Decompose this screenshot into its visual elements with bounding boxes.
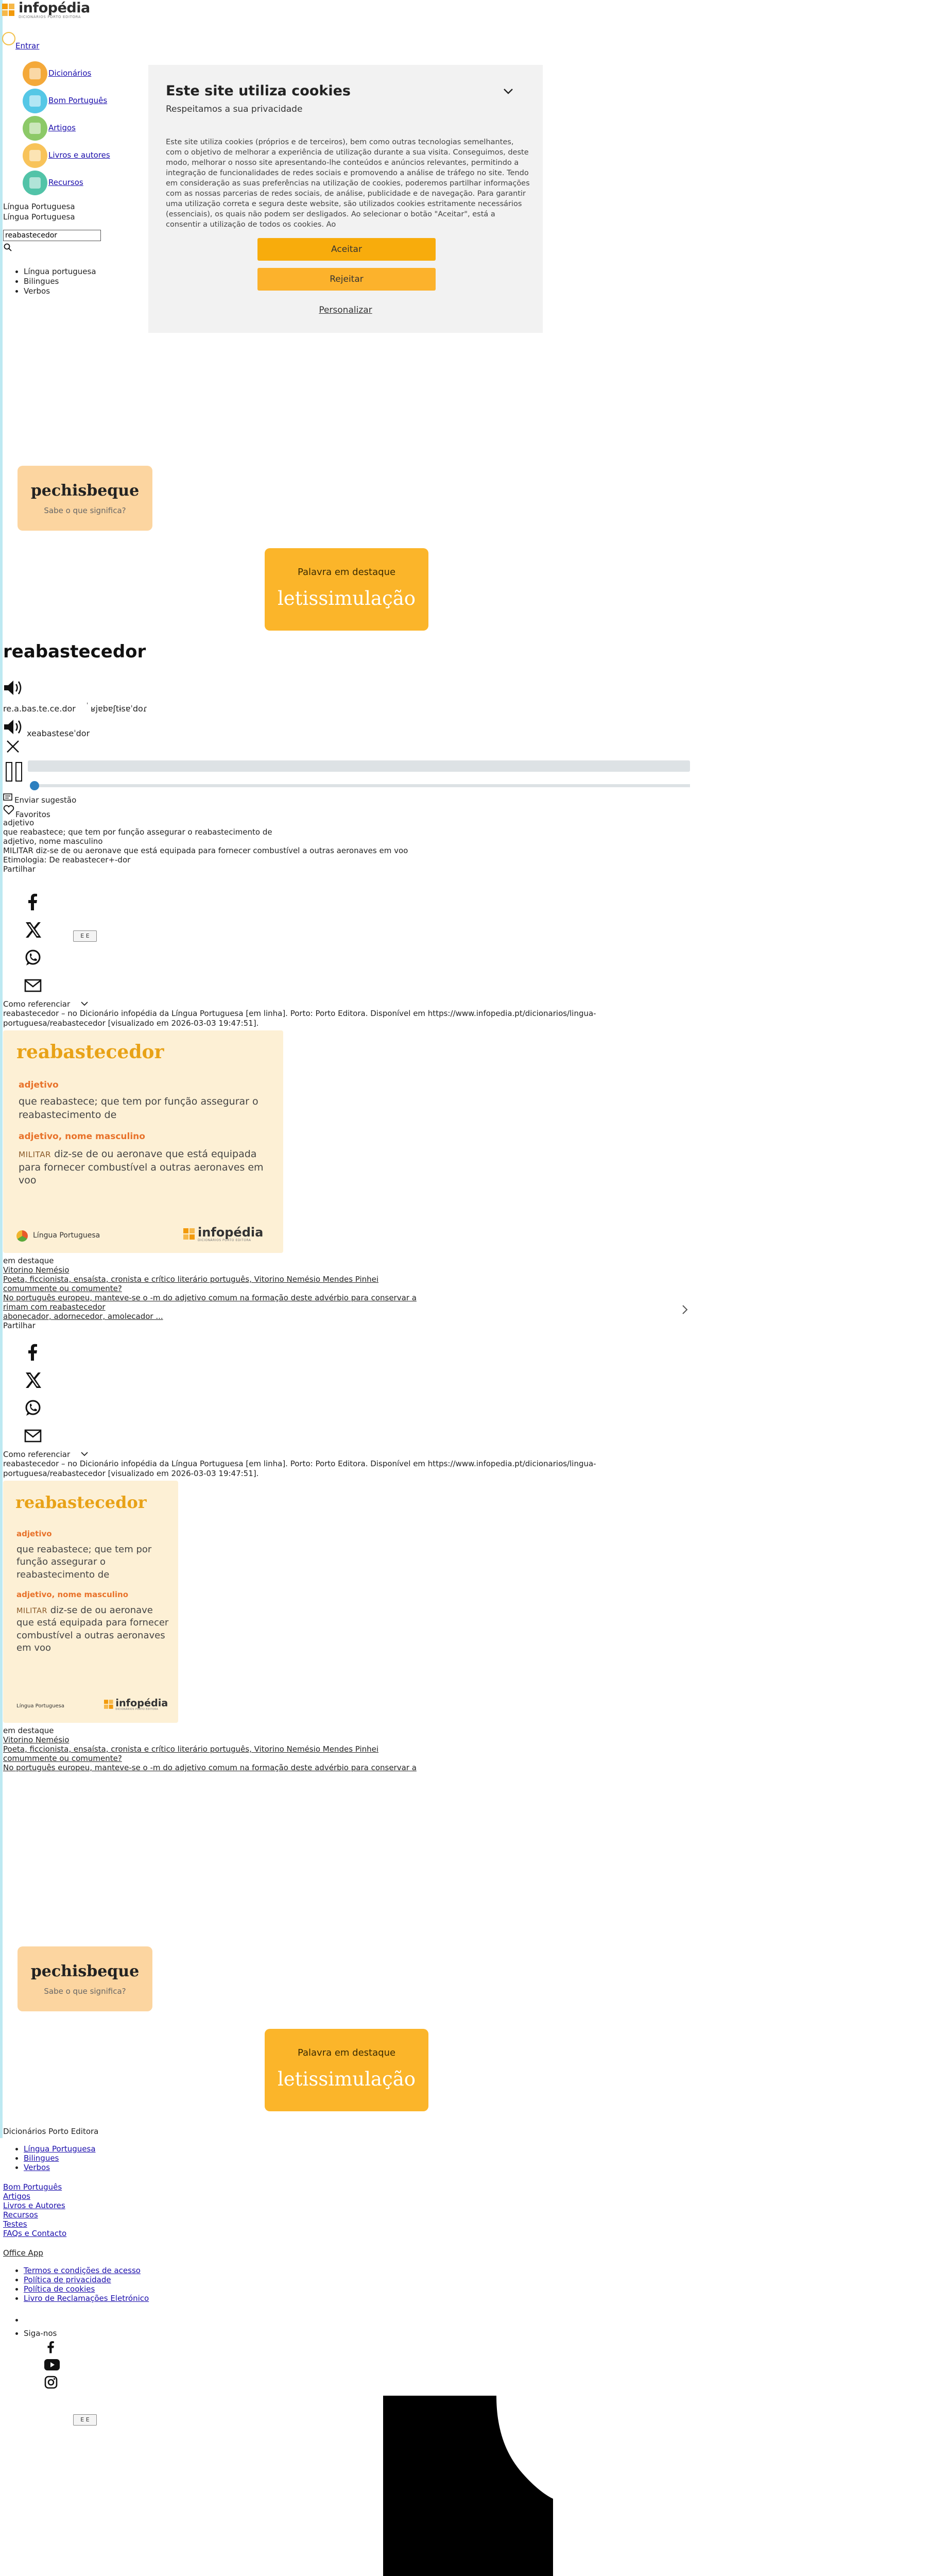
nav-link[interactable]: Recursos xyxy=(48,178,83,188)
office-app-link[interactable]: Office App xyxy=(3,2248,43,2258)
tiktok-icon[interactable] xyxy=(2,2396,553,2576)
nav-item-recursos[interactable] xyxy=(23,169,110,196)
highlight-link[interactable]: rimam com reabastecedor xyxy=(3,1302,106,1312)
definition-2: MILITAR diz-se de ou aeronave que está equipada para fornecer combustível a outras aeronaves em voo xyxy=(3,846,408,855)
highlight-link[interactable]: No português europeu, manteve-se o -m do adjetivo comum na formação deste advérbio para conservar a xyxy=(3,1763,417,1772)
facebook-icon[interactable] xyxy=(44,2341,58,2354)
resources-icon xyxy=(23,171,47,195)
featured-word-card[interactable] xyxy=(265,548,428,631)
chat-icon xyxy=(23,89,47,113)
footer-links xyxy=(3,2182,66,2238)
part-of-speech-2: adjetivo, nome masculino xyxy=(3,837,103,846)
logo-mark-icon xyxy=(104,1700,114,1709)
definition-share-card xyxy=(3,1481,178,1723)
share-label: Partilhar xyxy=(3,1321,36,1330)
ee-button[interactable]: E E xyxy=(73,2414,97,2426)
whatsapp-icon[interactable] xyxy=(24,948,42,967)
x-twitter-icon[interactable] xyxy=(24,921,42,939)
card-definition-1: que reabastece; que tem por função assegurar o reabastecimento de xyxy=(16,1544,152,1580)
nav-item-livros[interactable] xyxy=(23,142,110,169)
card-definition-2: diz-se de ou aeronave que está equipada para fornecer combustível a outras aeronaves em voo xyxy=(16,1605,169,1653)
search-category[interactable]: • Bilingues xyxy=(24,277,96,286)
footer-dictionary-link[interactable]: Bilingues xyxy=(24,2154,59,2163)
share-list xyxy=(3,1338,42,1450)
pronunciation-pt: ʁjɐbɐʃtɨsɐˈdoɾ xyxy=(91,704,148,714)
word-quiz-card[interactable] xyxy=(18,1946,152,2011)
legal-link[interactable]: Política de cookies xyxy=(24,2284,95,2294)
share-facebook[interactable] xyxy=(24,1338,42,1366)
footer-dictionary-link[interactable]: Língua Portuguesa xyxy=(24,2144,96,2154)
footer-link[interactable]: Testes xyxy=(3,2219,27,2229)
nav-link[interactable]: Artigos xyxy=(48,123,76,133)
card-headword: reabastecedor xyxy=(16,1041,164,1063)
chevron-right-icon[interactable] xyxy=(681,1303,689,1316)
logo-subtitle: DICIONÁRIOS PORTO EDITORA xyxy=(19,15,81,19)
quiz-question: Sabe o que significa? xyxy=(44,505,126,515)
cite-toggle[interactable]: Como referenciar xyxy=(3,999,71,1009)
footer-link[interactable]: FAQs e Contacto xyxy=(3,2229,67,2238)
logo-mark-icon xyxy=(2,4,15,17)
citation-text: reabastecedor – no Dicionário infopédia da Língua Portuguesa [em linha]. Porto: Porto Editora. Disponível em https://www.infopedia.pt/dicionarios/lingua-portuguesa/reabastecedor [visualizado em 2026-03-03 19:47:51]. xyxy=(3,1009,596,1028)
language-badge-icon xyxy=(16,1230,28,1242)
login-area xyxy=(2,32,16,45)
nav-item-dicionarios[interactable] xyxy=(23,60,110,87)
nav-item-bom-portugues[interactable] xyxy=(23,87,110,114)
facebook-icon[interactable] xyxy=(24,1343,42,1362)
highlight-link[interactable]: comummente ou comumente? xyxy=(3,1754,122,1763)
card-definition-2: diz-se de ou aeronave que está equipada para fornecer combustível a outras aeronaves em voo xyxy=(19,1148,264,1187)
search-input[interactable] xyxy=(3,230,101,241)
facebook-icon[interactable] xyxy=(24,893,42,911)
email-icon[interactable] xyxy=(24,976,42,995)
pronunciation-br: xeabasteseˈdor xyxy=(27,728,90,738)
card-footer-language: Língua Portuguesa xyxy=(16,1230,100,1242)
suggestion-icon[interactable] xyxy=(3,793,12,801)
card-pos-2: adjetivo, nome masculino xyxy=(16,1590,129,1599)
legal-link[interactable]: Livro de Reclamações Eletrónico xyxy=(24,2294,149,2303)
entry-headword: reabastecedor xyxy=(3,641,146,662)
article-icon xyxy=(23,116,47,141)
highlight-link[interactable]: Vitorino Nemésio xyxy=(3,1735,70,1744)
featured-label: Palavra em destaque xyxy=(297,2047,396,2058)
footer-link[interactable]: Livros e Autores xyxy=(3,2201,65,2210)
chevron-down-icon[interactable] xyxy=(503,86,514,97)
main-nav xyxy=(2,60,110,196)
youtube-icon[interactable] xyxy=(44,2359,60,2370)
share-whatsapp[interactable] xyxy=(24,1394,42,1422)
language-label: Língua Portuguesa xyxy=(3,202,75,211)
language-select[interactable]: Língua Portuguesa xyxy=(3,212,75,222)
quiz-word: pechisbeque xyxy=(30,1962,140,1980)
featured-word-card[interactable] xyxy=(265,2029,428,2111)
highlight-link[interactable]: No português europeu, manteve-se o -m do adjetivo comum na formação deste advérbio para conservar a xyxy=(3,1293,417,1302)
share-whatsapp[interactable] xyxy=(24,944,42,972)
card-definition-1: que reabastece; que tem por função assegurar o reabastecimento de xyxy=(19,1096,258,1121)
email-icon[interactable] xyxy=(24,1427,42,1445)
search-icon[interactable] xyxy=(4,243,12,251)
footer-link[interactable]: Recursos xyxy=(3,2210,38,2219)
nav-item-artigos[interactable] xyxy=(23,114,110,142)
definition-1: que reabastece; que tem por função assegurar o reabastecimento de xyxy=(3,827,272,837)
cookie-subtitle: Respeitamos a sua privacidade xyxy=(166,104,303,114)
stress-mark: ˈ xyxy=(87,702,89,709)
share-x[interactable] xyxy=(24,916,42,944)
nav-link[interactable]: Bom Português xyxy=(48,96,108,106)
definition-share-card xyxy=(3,1030,283,1253)
left-decorative-strip xyxy=(0,0,3,2138)
highlight-link[interactable]: Poeta, ficcionista, ensaísta, cronista e crítico literário português, Vitorino Nemésio Mendes Pinhei xyxy=(3,1275,379,1284)
card-pos: adjetivo xyxy=(16,1529,52,1538)
logo-name: infopédia xyxy=(19,0,90,16)
books-icon xyxy=(23,143,47,168)
instagram-icon[interactable] xyxy=(44,2376,58,2389)
footer-social-list xyxy=(3,2315,60,2391)
accept-cookies-button[interactable]: Aceitar xyxy=(257,238,436,261)
legal-link[interactable]: Termos e condições de acesso xyxy=(24,2266,141,2275)
highlight-link[interactable]: comummente ou comumente? xyxy=(3,1284,122,1293)
word-quiz-card[interactable] xyxy=(18,466,152,531)
chevron-down-icon[interactable] xyxy=(80,1451,89,1457)
share-email[interactable] xyxy=(24,972,42,999)
ee-button[interactable]: E E xyxy=(73,930,97,942)
logo-mark-icon xyxy=(183,1228,196,1241)
card-pos: adjetivo xyxy=(19,1080,59,1090)
heart-icon[interactable] xyxy=(3,805,14,815)
chevron-down-icon[interactable] xyxy=(80,1001,89,1007)
book-icon xyxy=(23,61,47,86)
cookie-text: Este site utiliza cookies (próprios e de terceiros), bem como outras tecnologias semelhantes, com o objetivo de melhorar a experiência de utilização durante a sua visita. Conseguimos, deste modo, melhorar o nosso site apresentando-lhe conteúdos e anúncios relevantes, permitindo a integração de funcionalidades de redes sociais e promovendo a análise de tráfego no site. Tendo em consideração as suas preferências na utilização de cookies, poderemos partilhar informações com as nossas parcerias de redes sociais, de análise, publicidade e de navegação. Para garantir uma utilização correta e segura deste website, são utilizados cookies estritamente necessários (essenciais), os quais não podem ser desligados. Ao selecionar o botão "Aceitar", está a consentir a utilização de todos os cookies. Ao xyxy=(166,138,530,229)
favorites-link[interactable]: Favoritos xyxy=(15,810,50,819)
login-link[interactable]: Entrar xyxy=(15,41,40,50)
card-pos-2: adjetivo, nome masculino xyxy=(19,1131,145,1142)
audio-br-icon[interactable] xyxy=(3,718,24,736)
featured-word: letissimulação xyxy=(277,587,416,609)
send-suggestion-link[interactable]: Enviar sugestão xyxy=(14,795,77,805)
quiz-question: Sabe o que significa? xyxy=(44,1986,126,1996)
syllabification: re.a.bas.te.ce.dor xyxy=(3,704,76,714)
search-category[interactable]: • Língua portuguesa xyxy=(24,267,96,277)
footer-dictionaries-list xyxy=(3,2144,96,2172)
audio-pt-icon[interactable] xyxy=(3,679,24,697)
highlight-link[interactable]: Vitorino Nemésio xyxy=(3,1265,70,1275)
pause-icon[interactable] xyxy=(5,761,23,782)
search-category[interactable]: • Verbos xyxy=(24,286,96,296)
etymology: Etimologia: De reabastecer+-dor xyxy=(3,855,131,865)
reject-cookies-button[interactable]: Rejeitar xyxy=(257,268,436,291)
footer-link[interactable]: Artigos xyxy=(3,2192,30,2201)
part-of-speech: adjetivo xyxy=(3,818,35,827)
search-categories xyxy=(3,267,96,296)
social-icons xyxy=(24,2338,60,2391)
highlights-label: em destaque xyxy=(3,1726,54,1735)
share-email[interactable] xyxy=(24,1422,42,1450)
citation-text: reabastecedor – no Dicionário infopédia da Língua Portuguesa [em linha]. Porto: Porto Editora. Disponível em https://www.infopedia.pt/dicionarios/lingua-portuguesa/reabastecedor [visualizado em 2026-03-03 19:47:51]. xyxy=(3,1459,596,1478)
featured-word: letissimulação xyxy=(277,2067,416,2090)
share-x[interactable] xyxy=(24,1366,42,1394)
user-icon xyxy=(2,32,15,45)
nav-link[interactable]: Livros e autores xyxy=(48,150,110,160)
highlight-link[interactable]: Poeta, ficcionista, ensaísta, cronista e crítico literário português, Vitorino Nemésio Mendes Pinhei xyxy=(3,1744,379,1754)
close-icon[interactable] xyxy=(5,739,21,754)
audio-progress-track[interactable] xyxy=(28,760,690,772)
share-list xyxy=(3,888,42,999)
nav-link[interactable]: Dicionários xyxy=(48,69,92,78)
card-domain: MILITAR xyxy=(16,1607,47,1615)
follow-us-label: Siga-nos xyxy=(24,2329,57,2338)
highlights-label: em destaque xyxy=(3,1256,54,1265)
featured-label: Palavra em destaque xyxy=(297,567,396,578)
card-headword: reabastecedor xyxy=(15,1493,147,1512)
footer-dictionary-link[interactable]: Verbos xyxy=(24,2163,50,2172)
card-footer-language: Língua Portuguesa xyxy=(16,1703,65,1709)
cookie-banner xyxy=(148,65,543,333)
cite-toggle[interactable]: Como referenciar xyxy=(3,1450,71,1459)
quiz-word: pechisbeque xyxy=(30,482,140,500)
share-facebook[interactable] xyxy=(24,888,42,916)
cookie-title: Este site utiliza cookies xyxy=(166,83,351,99)
card-logo: infopédia DICIONÁRIOS PORTO EDITORA xyxy=(183,1226,263,1243)
legal-link[interactable]: Política de privacidade xyxy=(24,2275,111,2284)
card-logo: infopédia DICIONÁRIOS PORTO EDITORA xyxy=(104,1698,168,1711)
share-label: Partilhar xyxy=(3,865,36,874)
card-domain: MILITAR xyxy=(19,1150,51,1159)
footer-legal-list xyxy=(3,2266,149,2303)
footer-dictionaries-title: Dicionários Porto Editora xyxy=(3,2127,99,2136)
whatsapp-icon[interactable] xyxy=(24,1399,42,1417)
x-twitter-icon[interactable] xyxy=(24,1371,42,1389)
customize-cookies-link[interactable]: Personalizar xyxy=(319,305,372,315)
audio-slider-handle[interactable] xyxy=(30,781,39,790)
highlight-link[interactable]: abonecador, adornecedor, amolecador ... xyxy=(3,1312,163,1321)
audio-volume-rail[interactable] xyxy=(34,784,690,787)
footer-link[interactable]: Bom Português xyxy=(3,2182,62,2192)
site-logo[interactable] xyxy=(2,1,90,19)
